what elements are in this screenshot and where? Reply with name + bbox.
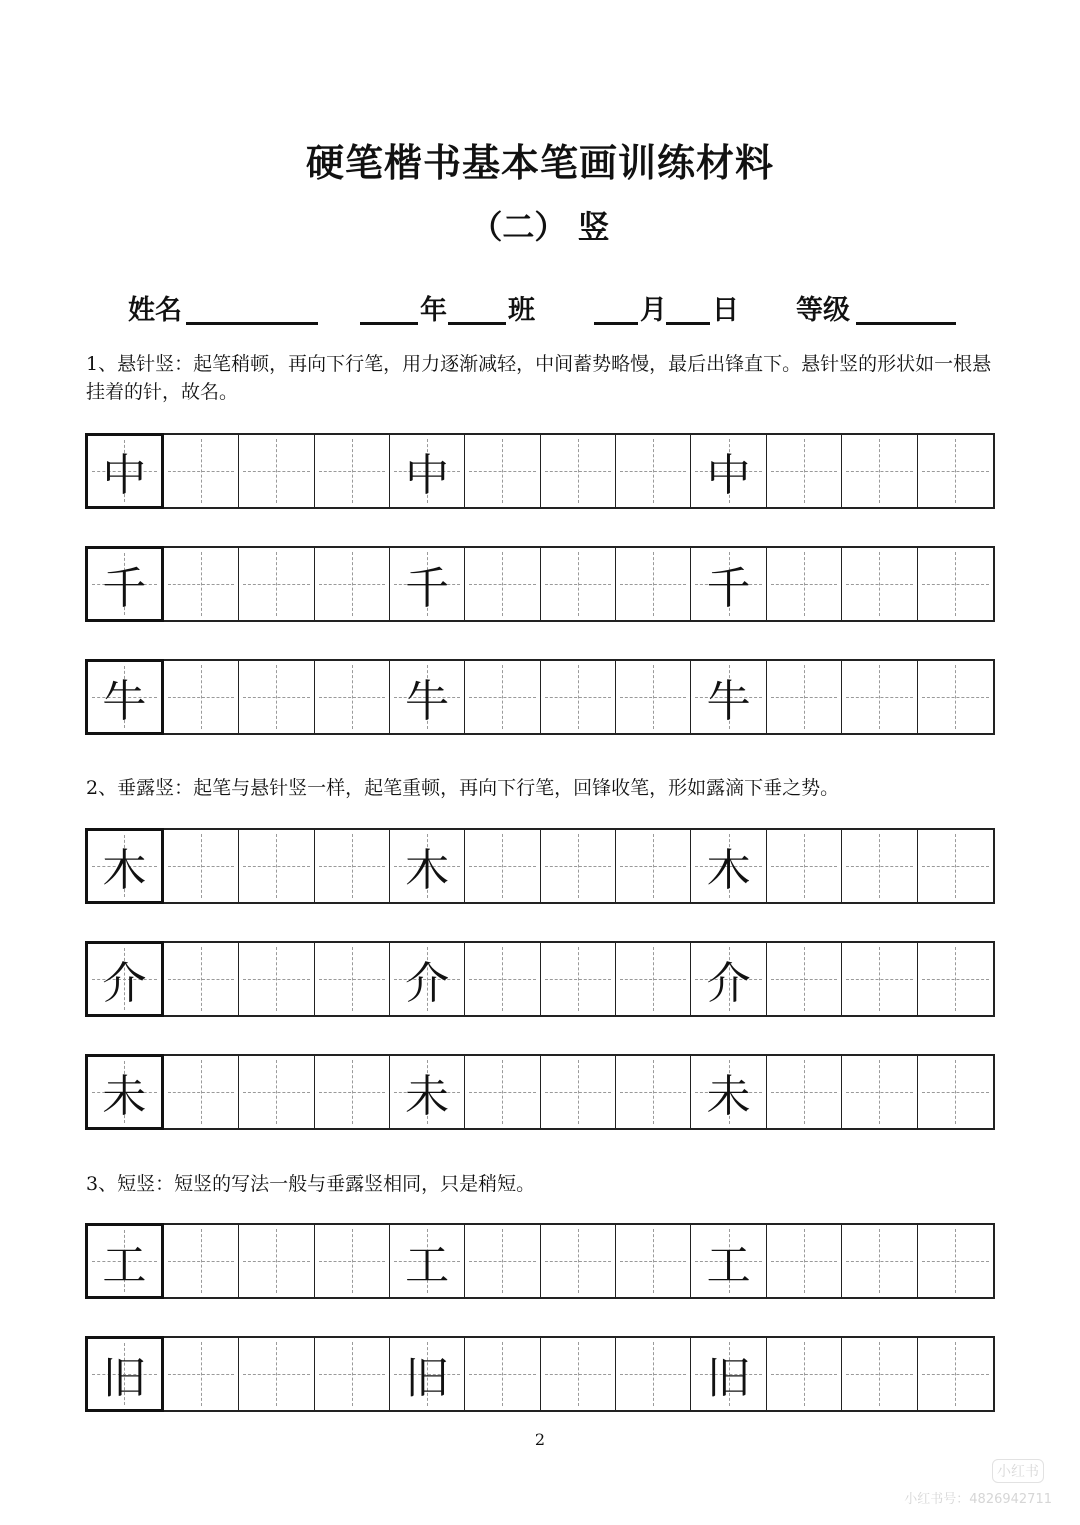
year-blank[interactable] — [360, 322, 418, 325]
guide-line-horizontal — [922, 697, 989, 698]
day-blank[interactable] — [666, 322, 710, 325]
practice-cell[interactable] — [918, 548, 993, 620]
guide-line-horizontal — [771, 1092, 837, 1093]
guide-line-horizontal — [243, 1261, 309, 1262]
guide-line-horizontal — [469, 584, 535, 585]
practice-cell[interactable] — [767, 548, 842, 620]
practice-cell[interactable] — [541, 1338, 616, 1410]
guide-line-horizontal — [771, 1374, 837, 1375]
practice-cell[interactable] — [465, 435, 540, 507]
class-blank[interactable] — [448, 322, 506, 325]
guide-line-horizontal — [922, 1092, 989, 1093]
guide-line-horizontal — [846, 584, 912, 585]
practice-cell[interactable] — [691, 943, 766, 1015]
guide-line-horizontal — [243, 697, 309, 698]
guide-line-horizontal — [545, 584, 611, 585]
model-character-cell[interactable] — [85, 1054, 164, 1130]
model-character-cell[interactable] — [85, 433, 164, 509]
guide-line-horizontal — [620, 1092, 686, 1093]
sample-character: 介 — [405, 958, 450, 1009]
practice-cell[interactable] — [315, 1338, 390, 1410]
practice-cell[interactable] — [918, 943, 993, 1015]
practice-cell[interactable] — [767, 661, 842, 733]
guide-line-horizontal — [545, 866, 611, 867]
practice-cell[interactable] — [164, 661, 239, 733]
practice-cell[interactable] — [164, 830, 239, 902]
practice-cell[interactable] — [541, 661, 616, 733]
guide-line-horizontal — [319, 1374, 385, 1375]
model-character-cell[interactable] — [85, 659, 164, 735]
guide-line-horizontal — [846, 1261, 912, 1262]
guide-line-horizontal — [620, 866, 686, 867]
page-number: 2 — [534, 1430, 546, 1449]
guide-line-horizontal — [319, 1092, 385, 1093]
guide-line-horizontal — [243, 866, 309, 867]
practice-cell[interactable] — [390, 661, 465, 733]
sample-character: 牛 — [102, 676, 147, 727]
practice-cell[interactable] — [616, 661, 691, 733]
sample-character: 旧 — [706, 1353, 751, 1404]
practice-row[interactable] — [85, 1054, 995, 1130]
practice-cell[interactable] — [691, 1225, 766, 1297]
sample-character: 工 — [706, 1240, 751, 1291]
practice-cell[interactable] — [842, 1225, 917, 1297]
practice-cell[interactable] — [465, 1056, 540, 1128]
practice-cell[interactable] — [842, 1056, 917, 1128]
practice-cell[interactable] — [239, 661, 314, 733]
practice-cell[interactable] — [390, 1056, 465, 1128]
sample-character: 千 — [405, 563, 450, 614]
guide-line-horizontal — [319, 584, 385, 585]
practice-cell[interactable] — [465, 1225, 540, 1297]
guide-line-horizontal — [469, 866, 535, 867]
practice-cell[interactable] — [164, 943, 239, 1015]
guide-line-horizontal — [620, 471, 686, 472]
practice-row[interactable] — [85, 1223, 995, 1299]
grade-blank[interactable] — [856, 322, 956, 325]
practice-cell[interactable] — [842, 548, 917, 620]
sample-character: 旧 — [102, 1353, 147, 1404]
guide-line-horizontal — [846, 866, 912, 867]
guide-line-horizontal — [922, 1374, 989, 1375]
sample-character: 千 — [102, 563, 147, 614]
practice-cell[interactable] — [616, 1225, 691, 1297]
practice-cell[interactable] — [691, 1056, 766, 1128]
guide-line-horizontal — [168, 866, 234, 867]
guide-line-horizontal — [168, 471, 234, 472]
practice-cell[interactable] — [315, 661, 390, 733]
name-label: 姓名 — [128, 295, 182, 326]
guide-line-horizontal — [545, 979, 611, 980]
practice-cell[interactable] — [164, 1225, 239, 1297]
guide-line-horizontal — [319, 697, 385, 698]
practice-cell[interactable] — [541, 1225, 616, 1297]
guide-line-horizontal — [168, 1092, 234, 1093]
guide-line-horizontal — [243, 1374, 309, 1375]
guide-line-horizontal — [771, 866, 837, 867]
practice-cell[interactable] — [541, 548, 616, 620]
practice-cell[interactable] — [842, 435, 917, 507]
practice-cell[interactable] — [918, 1225, 993, 1297]
practice-cell[interactable] — [465, 830, 540, 902]
page-subtitle: （二） 竖 — [470, 208, 610, 246]
model-character-cell[interactable] — [85, 941, 164, 1017]
section-2-description: 2、垂露竖：起笔与悬针竖一样，起笔重顿，再向下行笔，回锋收笔，形如露滴下垂之势。 — [86, 777, 840, 799]
practice-cell[interactable] — [842, 661, 917, 733]
sample-character: 中 — [706, 450, 751, 501]
guide-line-horizontal — [469, 697, 535, 698]
sample-character: 工 — [102, 1240, 147, 1291]
guide-line-horizontal — [771, 979, 837, 980]
guide-line-horizontal — [319, 979, 385, 980]
sample-character: 工 — [405, 1240, 450, 1291]
practice-cell[interactable] — [767, 1225, 842, 1297]
section-1-description: 1、悬针竖：起笔稍顿，再向下行笔，用力逐渐减轻，中间蓄势略慢，最后出锋直下。悬针竖的形状如一根悬挂着的针，故名。 — [86, 353, 992, 403]
practice-cell[interactable] — [918, 1056, 993, 1128]
guide-line-horizontal — [771, 1261, 837, 1262]
practice-cell[interactable] — [164, 548, 239, 620]
practice-cell[interactable] — [541, 830, 616, 902]
guide-line-horizontal — [469, 1261, 535, 1262]
guide-line-horizontal — [545, 697, 611, 698]
practice-cell[interactable] — [465, 1338, 540, 1410]
guide-line-horizontal — [545, 1092, 611, 1093]
guide-line-horizontal — [922, 979, 989, 980]
practice-cell[interactable] — [691, 548, 766, 620]
model-character-cell[interactable] — [85, 1336, 164, 1412]
student-info-line — [0, 288, 1080, 328]
practice-cell[interactable] — [390, 943, 465, 1015]
sample-character: 未 — [405, 1071, 450, 1122]
sample-character: 中 — [405, 450, 450, 501]
guide-line-horizontal — [620, 584, 686, 585]
practice-cell[interactable] — [164, 1338, 239, 1410]
practice-cell[interactable] — [541, 1056, 616, 1128]
watermark-logo: 小红书 — [992, 1459, 1044, 1483]
practice-cell[interactable] — [918, 435, 993, 507]
guide-line-horizontal — [168, 979, 234, 980]
guide-line-horizontal — [620, 1261, 686, 1262]
model-character-cell[interactable] — [85, 546, 164, 622]
guide-line-horizontal — [168, 584, 234, 585]
guide-line-horizontal — [545, 471, 611, 472]
name-blank[interactable] — [186, 322, 318, 325]
practice-cell[interactable] — [918, 661, 993, 733]
model-character-cell[interactable] — [85, 828, 164, 904]
practice-cell[interactable] — [616, 1338, 691, 1410]
practice-row[interactable] — [85, 828, 995, 904]
model-character-cell[interactable] — [85, 1223, 164, 1299]
sample-character: 木 — [405, 845, 450, 896]
sample-character: 旧 — [405, 1353, 450, 1404]
section-3-description: 3、短竖：短竖的写法一般与垂露竖相同，只是稍短。 — [86, 1173, 536, 1195]
practice-cell[interactable] — [390, 1338, 465, 1410]
guide-line-horizontal — [319, 1261, 385, 1262]
practice-cell[interactable] — [616, 435, 691, 507]
practice-cell[interactable] — [842, 943, 917, 1015]
practice-cell[interactable] — [239, 548, 314, 620]
practice-row[interactable] — [85, 546, 995, 622]
practice-cell[interactable] — [541, 435, 616, 507]
practice-cell[interactable] — [164, 1056, 239, 1128]
practice-row[interactable] — [85, 941, 995, 1017]
guide-line-horizontal — [846, 979, 912, 980]
guide-line-horizontal — [243, 1092, 309, 1093]
guide-line-horizontal — [319, 471, 385, 472]
practice-cell[interactable] — [767, 943, 842, 1015]
practice-cell[interactable] — [616, 943, 691, 1015]
grade-label: 等级 — [796, 295, 850, 326]
practice-cell[interactable] — [239, 830, 314, 902]
guide-line-horizontal — [922, 471, 989, 472]
guide-line-horizontal — [846, 1092, 912, 1093]
month-blank[interactable] — [594, 322, 638, 325]
practice-cell[interactable] — [465, 943, 540, 1015]
practice-cell[interactable] — [767, 435, 842, 507]
sample-character: 木 — [706, 845, 751, 896]
practice-cell[interactable] — [239, 1056, 314, 1128]
practice-cell[interactable] — [616, 1056, 691, 1128]
practice-row[interactable] — [85, 659, 995, 735]
practice-cell[interactable] — [315, 1056, 390, 1128]
guide-line-horizontal — [620, 1374, 686, 1375]
practice-cell[interactable] — [465, 661, 540, 733]
practice-cell[interactable] — [315, 1225, 390, 1297]
practice-cell[interactable] — [691, 1338, 766, 1410]
guide-line-horizontal — [243, 471, 309, 472]
practice-cell[interactable] — [390, 1225, 465, 1297]
guide-line-horizontal — [469, 1092, 535, 1093]
practice-cell[interactable] — [239, 1338, 314, 1410]
practice-cell[interactable] — [691, 435, 766, 507]
sample-character: 未 — [102, 1071, 147, 1122]
page-title: 硬笔楷书基本笔画训练材料 — [305, 140, 774, 185]
practice-cell[interactable] — [390, 548, 465, 620]
practice-cell[interactable] — [918, 1338, 993, 1410]
guide-line-horizontal — [545, 1261, 611, 1262]
practice-cell[interactable] — [691, 661, 766, 733]
guide-line-horizontal — [846, 471, 912, 472]
practice-cell[interactable] — [239, 943, 314, 1015]
practice-row[interactable] — [85, 433, 995, 509]
practice-cell[interactable] — [842, 1338, 917, 1410]
guide-line-horizontal — [922, 584, 989, 585]
sample-character: 千 — [706, 563, 751, 614]
sample-character: 牛 — [706, 676, 751, 727]
guide-line-horizontal — [545, 1374, 611, 1375]
practice-cell[interactable] — [315, 435, 390, 507]
guide-line-horizontal — [771, 697, 837, 698]
practice-cell[interactable] — [390, 830, 465, 902]
practice-cell[interactable] — [239, 435, 314, 507]
guide-line-horizontal — [168, 697, 234, 698]
sample-character: 介 — [102, 958, 147, 1009]
guide-line-horizontal — [922, 1261, 989, 1262]
practice-cell[interactable] — [465, 548, 540, 620]
class-label: 班 — [508, 295, 535, 326]
practice-cell[interactable] — [315, 943, 390, 1015]
guide-line-horizontal — [168, 1374, 234, 1375]
guide-line-horizontal — [469, 1374, 535, 1375]
practice-cell[interactable] — [767, 830, 842, 902]
guide-line-horizontal — [469, 979, 535, 980]
guide-line-horizontal — [846, 697, 912, 698]
practice-cell[interactable] — [691, 830, 766, 902]
practice-cell[interactable] — [164, 435, 239, 507]
guide-line-horizontal — [771, 584, 837, 585]
sample-character: 未 — [706, 1071, 751, 1122]
sample-character: 牛 — [405, 676, 450, 727]
guide-line-horizontal — [243, 979, 309, 980]
sample-character: 中 — [102, 450, 147, 501]
year-label: 年 — [420, 295, 447, 326]
guide-line-horizontal — [620, 979, 686, 980]
practice-cell[interactable] — [616, 548, 691, 620]
guide-line-horizontal — [469, 471, 535, 472]
guide-line-horizontal — [620, 697, 686, 698]
practice-cell[interactable] — [918, 830, 993, 902]
guide-line-horizontal — [771, 471, 837, 472]
practice-cell[interactable] — [541, 943, 616, 1015]
guide-line-horizontal — [922, 866, 989, 867]
practice-cell[interactable] — [315, 548, 390, 620]
watermark-text: 小红书号：4826942711 — [904, 1492, 1052, 1507]
sample-character: 木 — [102, 845, 147, 896]
guide-line-horizontal — [319, 866, 385, 867]
practice-cell[interactable] — [239, 1225, 314, 1297]
practice-cell[interactable] — [767, 1056, 842, 1128]
month-label: 月 — [640, 295, 667, 326]
guide-line-horizontal — [243, 584, 309, 585]
practice-cell[interactable] — [767, 1338, 842, 1410]
sample-character: 介 — [706, 958, 751, 1009]
practice-cell[interactable] — [390, 435, 465, 507]
practice-cell[interactable] — [842, 830, 917, 902]
guide-line-horizontal — [168, 1261, 234, 1262]
practice-row[interactable] — [85, 1336, 995, 1412]
day-label: 日 — [712, 295, 739, 326]
guide-line-horizontal — [846, 1374, 912, 1375]
practice-cell[interactable] — [315, 830, 390, 902]
practice-cell[interactable] — [616, 830, 691, 902]
